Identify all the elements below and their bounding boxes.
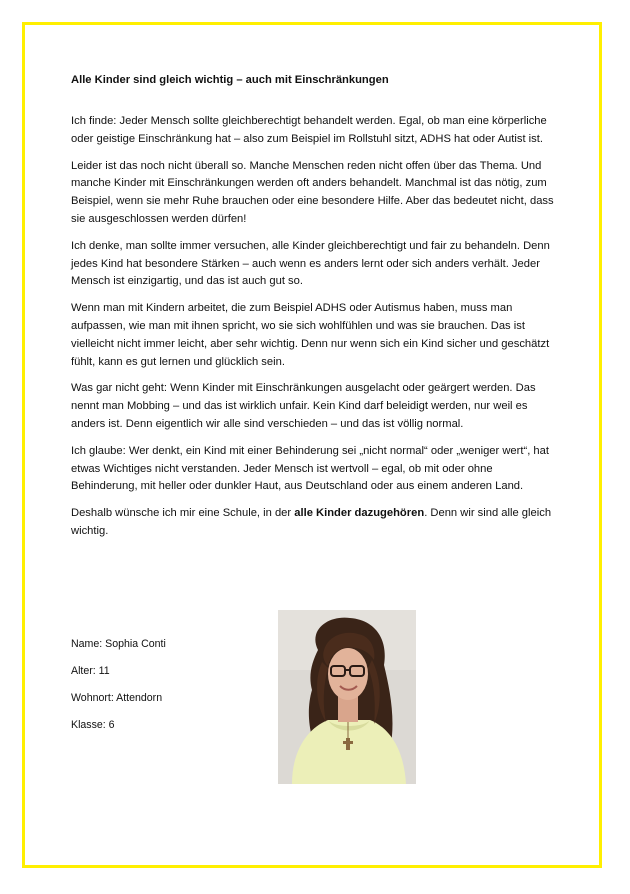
article [71, 72, 561, 541]
article-title: Alle Kinder sind gleich wichtig – auch mit Einschränkungen [71, 74, 389, 86]
paragraph-7-bold: alle Kinder dazugehören [294, 507, 425, 520]
author-class: Klasse: 6 [71, 719, 115, 731]
author-age: Alter: 11 [71, 665, 110, 677]
paragraph-4: Wenn man mit Kindern arbeitet, die zum Beispiel ADHS oder Autismus haben, muss man aufpassen, wie man mit ihnen spricht, wo sie sich wohlfühlen und was sie brauchen. Das ist vielleicht nicht immer leicht, aber sehr wichtig. Denn nur wenn sich ein Kind sicher und geschätzt fühlt, kann es gut lernen und glücklich sein. [71, 302, 550, 368]
paragraph-1: Ich finde: Jeder Mensch sollte gleichberechtigt behandelt werden. Egal, ob man eine körperliche oder geistige Einschränkung hat – also zum Beispiel im Rollstuhl sitzt, ADHS hat oder Autist ist. [71, 115, 547, 145]
author-photo [278, 610, 416, 784]
author-info [71, 637, 251, 745]
paragraph-7-end: . Denn wir sind alle gleich wichtig. [71, 507, 552, 537]
author-name: Name: Sophia Conti [71, 638, 166, 650]
author-residence: Wohnort: Attendorn [71, 692, 163, 704]
paragraph-2: Leider ist das noch nicht überall so. Manche Menschen reden nicht offen über das Thema. Und manche Kinder mit Einschränkungen werden oft anders behandelt. Manchmal ist das nötig, zum Beispiel, wenn sie mehr Ruhe brauchen oder eine besondere Hilfe. Aber das bedeutet nicht, dass sie ausgeschlossen werden dürfen! [71, 159, 554, 225]
paragraph-6: Ich glaube: Wer denkt, ein Kind mit einer Behinderung sei „nicht normal“ oder „weniger wert“, hat etwas Wichtiges nicht verstanden. Jeder Mensch ist wertvoll – egal, ob mit oder ohne Behinderung, mit heller oder dunkler Haut, aus Deutschland oder aus einem anderen Land. [71, 444, 549, 493]
paragraph-7 [71, 505, 561, 541]
paragraph-3: Ich denke, man sollte immer versuchen, alle Kinder gleichberechtigt und fair zu behandeln. Denn jedes Kind hat besondere Stärken – auch wenn es anders lernt oder sich anders verhält. Jeder Mensch ist einzigartig, und das ist auch gut so. [71, 239, 550, 288]
paragraph-7-start: Deshalb wünsche ich mir eine Schule, in der [71, 507, 295, 520]
paragraph-5: Was gar nicht geht: Wenn Kinder mit Einschränkungen ausgelacht oder geärgert werden. Das nennt man Mobbing – und das ist wirklich unfair. Kein Kind darf beleidigt werden, nur weil es anders ist. Denn eigentlich wir alle sind verschieden – und das ist völlig normal. [71, 382, 536, 430]
